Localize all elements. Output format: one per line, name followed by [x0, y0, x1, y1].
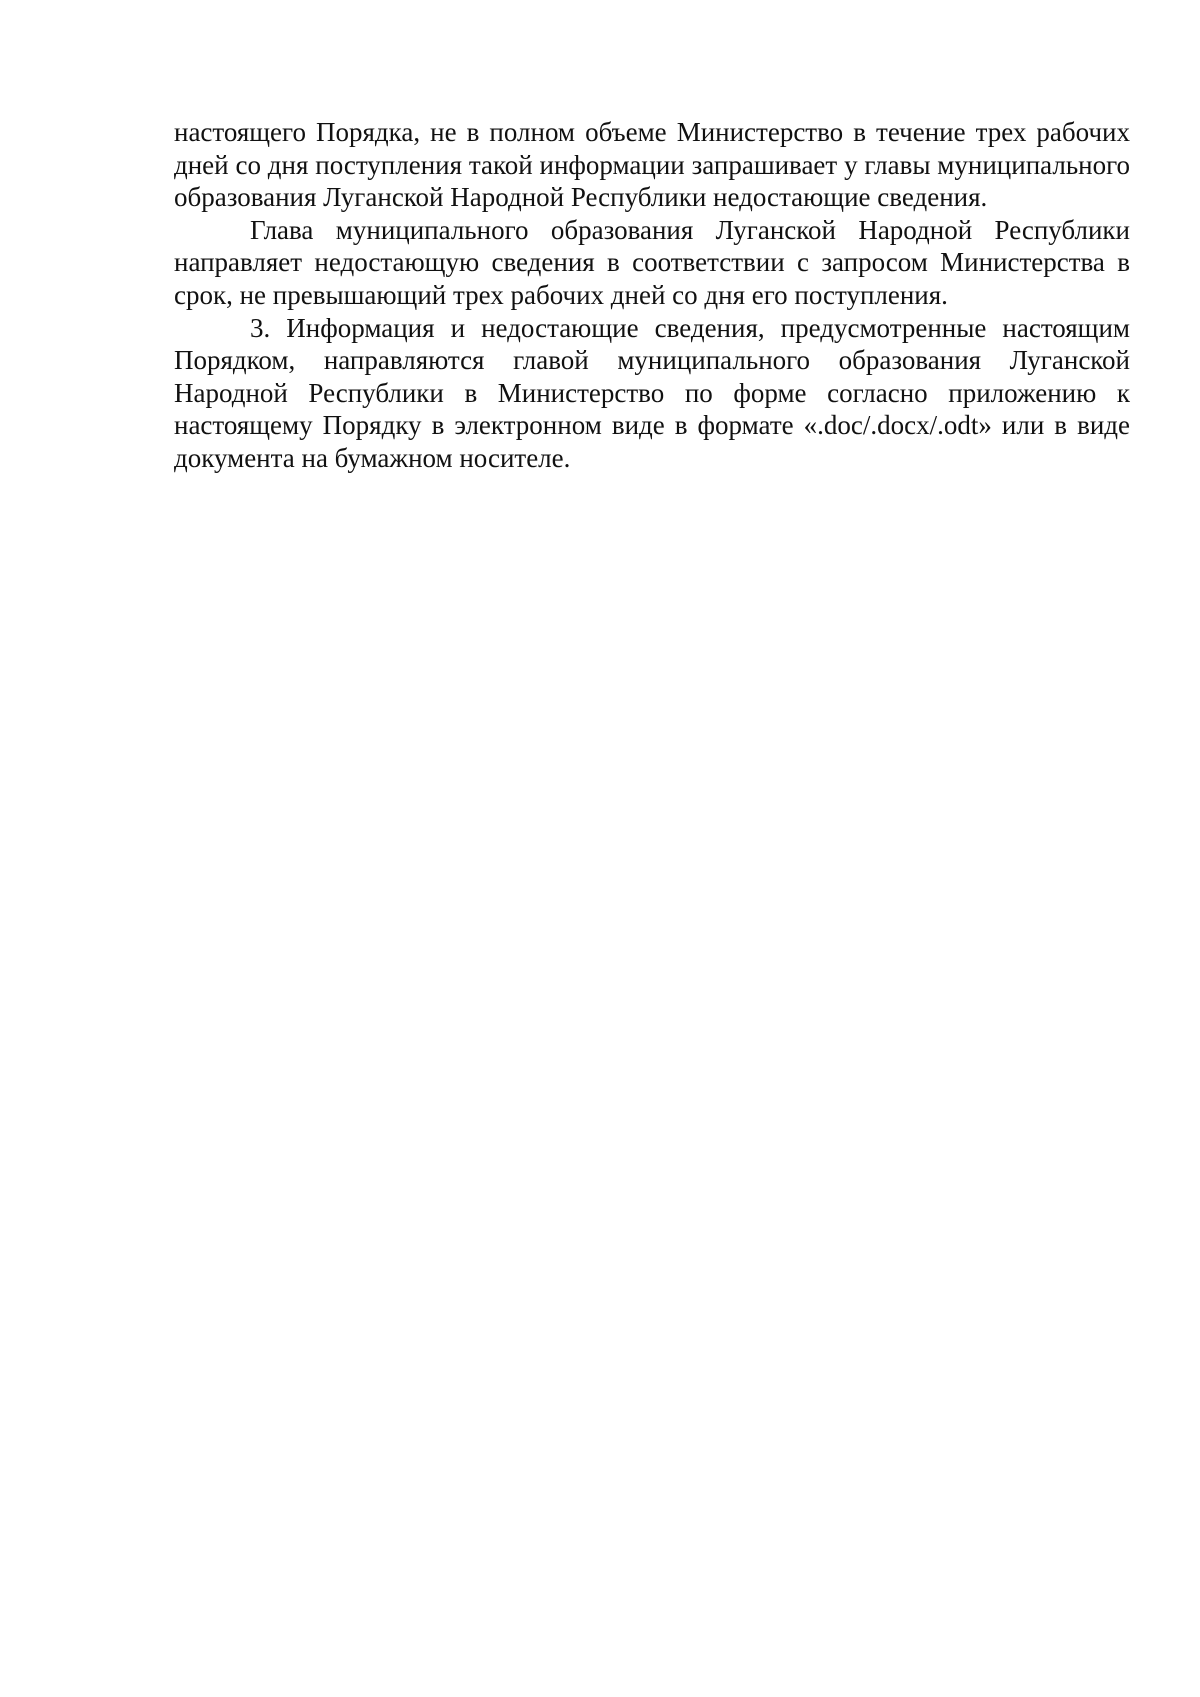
paragraph-item-3: 3. Информация и недостающие сведения, предусмотренные настоящим Порядком, направляются главой муниципального образования Луганской Народной Республики в Министерство по форме согласно приложению к настоящему Порядку в электронном виде в формате «.doc/.docx/.odt» или в виде документа на бумажном носителе.	[174, 312, 1130, 473]
document-body	[174, 116, 1130, 475]
paragraph-head-response: Глава муниципального образования Луганской Народной Республики направляет недостающую сведения в соответствии с запросом Министерства в срок, не превышающий трех рабочих дней со дня его поступления.	[174, 214, 1130, 310]
paragraph-continuation: настоящего Порядка, не в полном объеме Министерство в течение трех рабочих дней со дня поступления такой информации запрашивает у главы муниципального образования Луганской Народной Республики недостающие сведения.	[174, 117, 1130, 213]
